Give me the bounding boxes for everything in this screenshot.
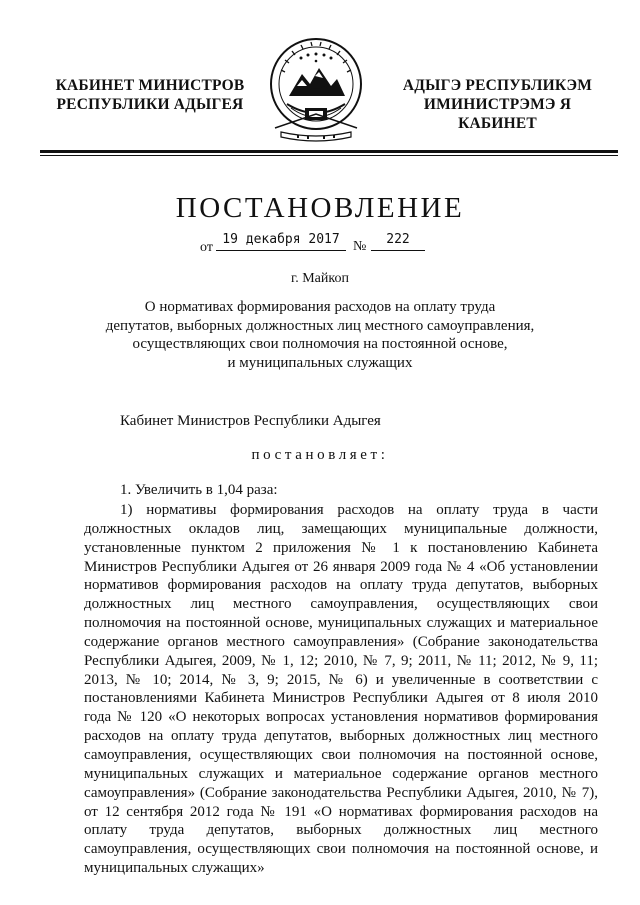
document-date: 19 декабря 2017 <box>216 232 346 251</box>
body-paragraph: 1) нормативы формирования расходов на оплату труда в части должностных окладов лиц, замещающих муниципальные должности, установленные пунктом 2 приложения № 1 к постановлению Кабинета Министров Республики Адыгея от 26 января 2009 года № 4 «Об установлении нормативов формирования расходов на оплату труда депутатов, выборных должностных лиц местного самоуправления, осуществляющих свои полномочия на постоянной основе, муниципальных служащих и материальное содержание органов местного самоуправления» (Собрание законодательства Республики Адыгея, 2009, № 1, 12; 2010, № 7, 9; 2011, № 11; 2012, № 9, 11; 2013, № 10; 2014, № 3, 9; 2015, № 6) и увеличенные в соответствии с постановлениями Кабинета Министров Республики Адыгея от 8 июля 2010 года № 120 «О некоторых вопросах установления нормативов формирования расходов на оплату труда депутатов, выборных должностных лиц местного самоуправления, осуществляющих свои полномочия на постоянной основе, муниципальных служащих и материальное содержание органов местного самоуправления» (Собрание законодательства Республики Адыгея, 2010, № 7), от 12 сентября 2012 года № 191 «О нормативах формирования расходов на оплату труда депутатов, выборных должностных лиц местного самоуправления, осуществляющих свои полномочия на постоянной основе, и муниципальных служащих» <box>84 502 598 877</box>
point-1: 1. Увеличить в 1,04 раза: <box>120 482 278 498</box>
header-divider-thin <box>40 155 618 156</box>
header-left-line2: РЕСПУБЛИКИ АДЫГЕЯ <box>56 96 244 113</box>
header-left-block <box>50 76 250 114</box>
subject-line: осуществляющих свои полномочия на постоянной основе, <box>132 336 508 352</box>
coat-of-arms-of-adygea-icon <box>267 34 365 142</box>
intro-paragraph: Кабинет Министров Республики Адыгея <box>120 413 381 429</box>
subject-line: О нормативах формирования расходов на оплату труда <box>144 299 496 315</box>
date-number-line <box>0 232 640 260</box>
header-right-block <box>385 76 610 133</box>
number-prefix: № <box>353 239 367 254</box>
resolves-heading: постановляет: <box>251 447 389 463</box>
header-right-line2: ИМИНИСТРЭМЭ Я КАБИНЕТ <box>423 96 572 132</box>
date-prefix: от <box>200 240 213 255</box>
city: г. Майкоп <box>291 271 349 286</box>
document-title: ПОСТАНОВЛЕНИЕ <box>175 192 465 224</box>
document-subject <box>80 298 560 372</box>
subject-line: депутатов, выборных должностных лиц местного самоуправления, <box>105 317 535 334</box>
header-left-line1: КАБИНЕТ МИНИСТРОВ <box>55 77 245 94</box>
subject-line: и муниципальных служащих <box>227 354 413 371</box>
header-divider-thick <box>40 150 618 153</box>
document-number: 222 <box>371 232 425 251</box>
header-right-line1: АДЫГЭ РЕСПУБЛИКЭМ <box>402 77 593 94</box>
